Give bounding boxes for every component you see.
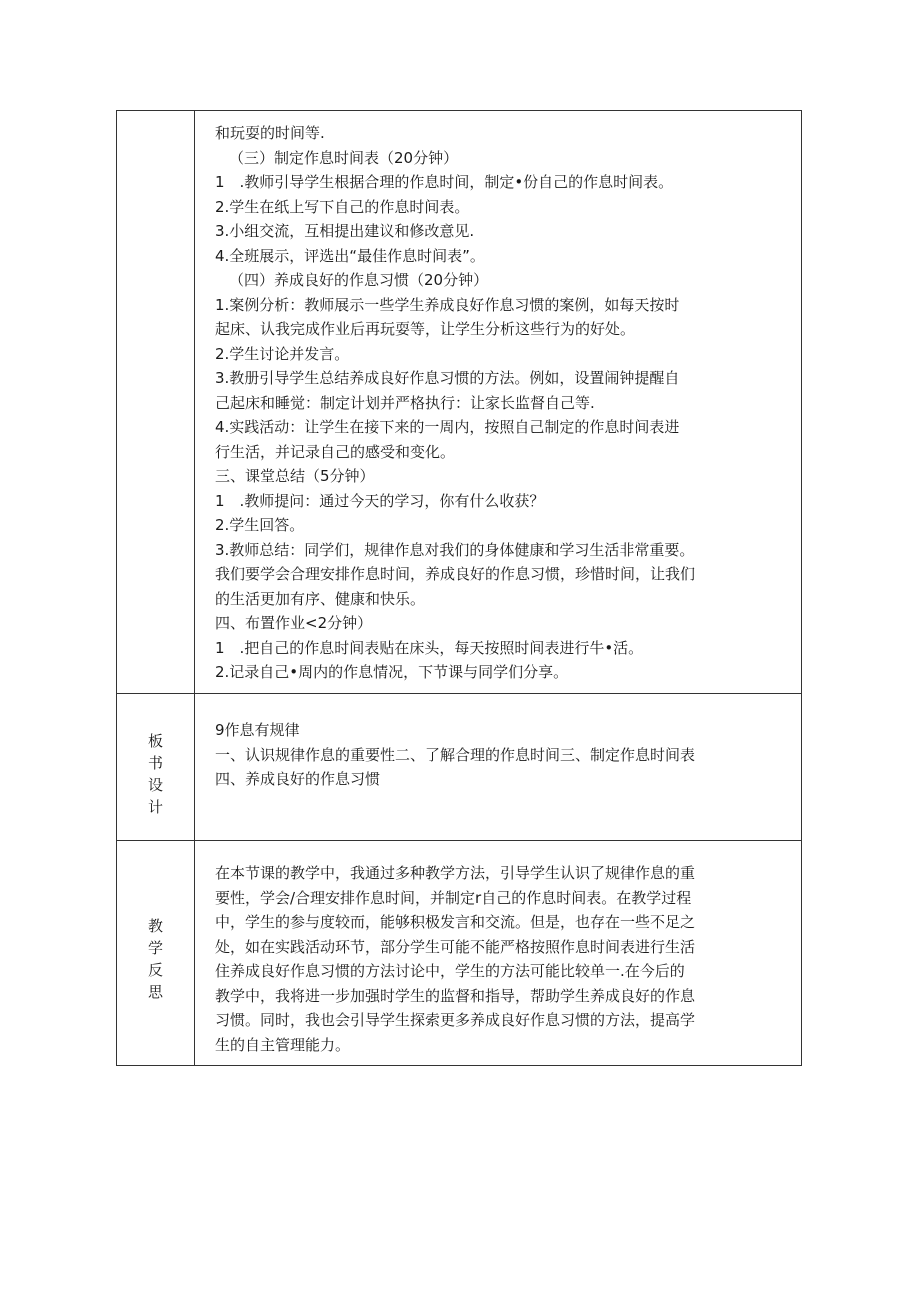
text-line: 2.学生讨论并发言。	[215, 344, 350, 363]
text-line: 行生活，并记录自己的感受和变化。	[215, 442, 456, 461]
section-heading: （三）制定作息时间表（20分钟）	[229, 148, 459, 167]
label-cell-empty	[117, 111, 195, 694]
text-line: 要性，学会/合理安排作息时间，并制定r自己的作息时间表。在教学过程	[215, 888, 692, 907]
procedure-cell	[195, 111, 802, 694]
board-label-cell	[117, 694, 195, 841]
text-line: 3.教册引导学生总结养成良好作息习惯的方法。例如，设置闹钟提醒自	[215, 369, 680, 387]
text-line: 在本节课的教学中，我通过多种教学方法，引导学生认识了规律作息的重	[215, 864, 696, 882]
table-row-board-design	[117, 694, 802, 841]
table-row-procedure	[117, 111, 802, 694]
board-label: 板书设计	[147, 732, 163, 816]
text-line: 2.记录自己•周内的作息情况，下节课与同学们分享。	[215, 663, 569, 681]
text-line: 教学中，我将进一步加强时学生的监督和指导，帮助学生养成良好的作息	[215, 986, 696, 1005]
text-line: 3.小组交流，互相提出建议和修改意见.	[215, 222, 475, 240]
text-line: 中，学生的参与度较而，能够积极发言和交流。但是，也存在一些不足之	[215, 913, 696, 931]
text-line: 生的自主管理能力。	[215, 1035, 351, 1054]
table-row-reflection	[117, 841, 802, 1066]
text-line: 1.案例分析：教师展示一些学生养成良好作息习惯的案例，如每天按时	[215, 295, 680, 314]
text-line: 住养成良好作息习惯的方法讨论中，学生的方法可能比较单一.在今后的	[215, 962, 685, 980]
board-content	[195, 694, 801, 800]
board-line: 一、认识规律作息的重要性二、了解合理的作息时间三、制定作息时间表	[215, 745, 696, 764]
section-heading: 四、布置作业<2分钟）	[215, 614, 373, 632]
board-line: 四、养成良好的作息习惯	[215, 770, 381, 788]
text-line: 4.实践活动：让学生在接下来的一周内，按照自己制定的作息时间表进	[215, 418, 680, 436]
text-line: 2.学生在纸上写下自己的作息时间表。	[215, 197, 470, 216]
board-title: 9作息有规律	[215, 721, 300, 739]
reflection-cell	[195, 841, 802, 1066]
text-line: 和玩耍的时间等.	[215, 124, 325, 142]
text-line: 起床、认我完成作业后再玩耍等，让学生分析这些行为的好处。	[215, 320, 636, 338]
section-heading: （四）养成良好的作息习惯（20分钟）	[229, 271, 489, 289]
text-line: 4.全班展示，评选出“最佳作息时间表”。	[215, 246, 485, 265]
text-line: 1 .教师提问：通过今天的学习，你有什么收获？	[215, 491, 545, 510]
lesson-plan-table	[116, 110, 802, 1066]
text-line: 己起床和睡觉：制定计划并严格执行：让家长监督自己等.	[215, 393, 595, 412]
text-line: 2.学生回答。	[215, 516, 305, 534]
reflection-label-cell	[117, 841, 195, 1066]
text-line: 我们要学会合理安排作息时间，养成良好的作息习惯，珍惜时间，让我们	[215, 565, 696, 583]
text-line: 1 .把自己的作息时间表贴在床头，每天按照时间表进行牛•活。	[215, 638, 644, 657]
section-heading: 三、课堂总结（5分钟）	[215, 467, 375, 485]
board-cell	[195, 694, 802, 841]
text-line: 1 .教师引导学生根据合理的作息时间，制定•份自己的作息时间表。	[215, 173, 674, 191]
text-line: 3.教师总结：同学们，规律作息对我们的身体健康和学习生活非常重要。	[215, 540, 695, 559]
text-line: 习惯。同时，我也会引导学生探索更多养成良好作息习惯的方法，提高学	[215, 1011, 696, 1029]
procedure-content	[195, 111, 801, 693]
reflection-content	[195, 841, 801, 1065]
reflection-label: 教学反思	[147, 917, 163, 1001]
text-line: 处，如在实践活动环节，部分学生可能不能严格按照作息时间表进行生活	[215, 937, 696, 956]
text-line: 的生活更加有序、健康和快乐。	[215, 589, 426, 608]
